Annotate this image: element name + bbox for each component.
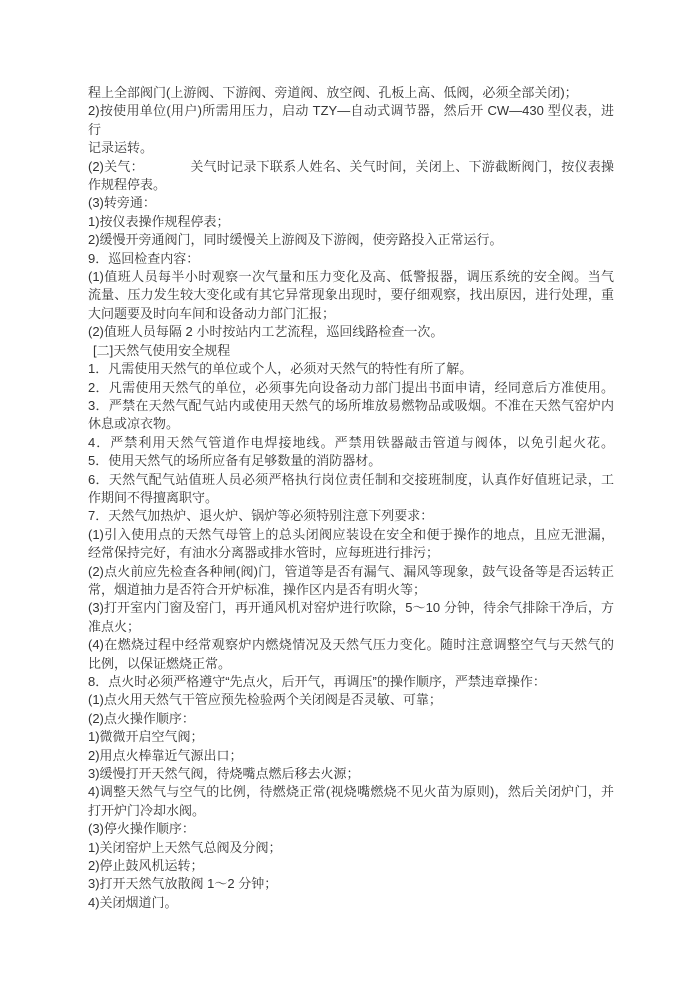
- text-line: 3)打开天然气放散阀 1～2 分钟；: [88, 876, 278, 892]
- text-line: 经常保持完好，有油水分离器或排水管时，应每班进行排污；: [88, 545, 440, 561]
- text-line: 1)关闭窑炉上天然气总阀及分阀；: [88, 839, 282, 855]
- text-line: (1)点火用天然气干管应预先检验两个关闭阀是否灵敏、可靠；: [88, 692, 442, 708]
- text-line: (1)值班人员每半小时观察一次气量和压力变化及高、低警报器，调压系统的安全阀。当气: [88, 269, 614, 285]
- text-line: (2)点火前应先检查各种闸(阀)门，管道等是否有漏气、漏风等现象，鼓气设备等是否运转正: [88, 563, 614, 579]
- text-line: (4)在燃烧过程中经常观察炉内燃烧情况及天然气压力变化。随时注意调整空气与天然气的: [88, 637, 614, 653]
- text-line: 1．凡需使用天然气的单位或个人，必须对天然气的特性有所了解。: [88, 361, 473, 377]
- text-line: 作规程停表。: [88, 177, 167, 193]
- text-line: 9．巡回检查内容：: [88, 250, 200, 266]
- text-line: 休息或凉衣物。: [88, 416, 180, 432]
- text-line: 2)用点火棒靠近气源出口；: [88, 747, 243, 763]
- text-line: 打开炉门冷却水阀。: [88, 802, 206, 818]
- text-line: (2)点火操作顺序：: [88, 710, 195, 726]
- text-line: 1)微微开启空气阀；: [88, 729, 204, 745]
- text-line: 8．点火时必须严格遵守“先点火，后开气，再调压”的操作顺序，严禁违章操作：: [88, 674, 546, 689]
- text-line: 1)按仪表操作规程停表；: [88, 213, 230, 229]
- text-line: 2)缓慢开旁通阀门，同时缓慢关上游阀及下游阀，使旁路投入正常运行。: [88, 232, 503, 248]
- text-line: (3)转旁通：: [88, 195, 156, 211]
- text-line: 常，烟道抽力是否符合开炉标准，操作区内是否有明火等；: [88, 581, 427, 597]
- text-line: (3)停火操作顺序：: [88, 821, 195, 837]
- text-line: 7．天然气加热炉、退火炉、锅炉等必须特别注意下列要求：: [88, 508, 434, 524]
- text-line: (1)引入使用点的天然气母管上的总头闭阀应装设在安全和便于操作的地点，且应无泄漏，: [88, 526, 614, 542]
- text-line: 准点火；: [88, 618, 141, 634]
- text-line: 记录运转。: [88, 140, 154, 156]
- text-line: 大问题要及时向车间和设备动力部门汇报；: [88, 305, 336, 321]
- text-line: 2)按使用单位(用户)所需用压力，启动 TZY—自动式调节器，然后开 CW—430 型仪表，进行: [88, 103, 614, 137]
- text-line: 流量、压力发生较大变化或有其它异常现象出现时，要仔细观察，找出原因，进行处理，重: [88, 287, 614, 303]
- text-line: (3)打开室内门窗及窑门，再开通风机对窑炉进行吹除，5～10 分钟，待余气排除干净后，方: [88, 600, 614, 616]
- document-text-block: [88, 84, 614, 912]
- text-line: 比例，以保证燃烧正常。: [88, 655, 232, 671]
- text-line: 2)停止鼓风机运转；: [88, 858, 204, 874]
- text-line: 程上全部阀门(上游阀、下游阀、旁道阀、放空阀、孔板上高、低阀，必须全部关闭)；: [88, 85, 578, 100]
- text-line: [二]天然气使用安全规程: [93, 342, 231, 358]
- text-line: 3．严禁在天然气配气站内或使用天然气的场所堆放易燃物品或吸烟。不准在天然气窑炉内: [88, 397, 614, 413]
- text-line: 3)缓慢打开天然气阀，待烧嘴点燃后移去火源；: [88, 766, 360, 782]
- text-line: (2)值班人员每隔 2 小时按站内工艺流程，巡回线路检查一次。: [88, 324, 444, 340]
- text-line: 4．严禁利用天然气管道作电焊接地线。严禁用铁器敲击管道与阀体，以免引起火花。: [88, 434, 614, 450]
- text-line: 作期间不得擅离职守。: [88, 489, 219, 505]
- text-line: 4)调整天然气与空气的比例，待燃烧正常(视烧嘴燃烧不见火苗为原则)，然后关闭炉门，并: [88, 784, 614, 800]
- text-line: 6．天然气配气站值班人员必须严格执行岗位责任制和交接班制度，认真作好值班记录，工: [88, 471, 614, 487]
- text-line: 5．使用天然气的场所应备有足够数量的消防器材。: [88, 453, 382, 469]
- text-line: 2．凡需使用天然气的单位，必须事先向设备动力部门提出书面申请，经同意后方准使用。: [88, 379, 614, 395]
- text-line: (2)关气： 关气时记录下联系人姓名、关气时间，关闭上、下游截断阀门，按仪表操: [88, 158, 614, 174]
- text-line: 4)关闭烟道门。: [88, 894, 178, 910]
